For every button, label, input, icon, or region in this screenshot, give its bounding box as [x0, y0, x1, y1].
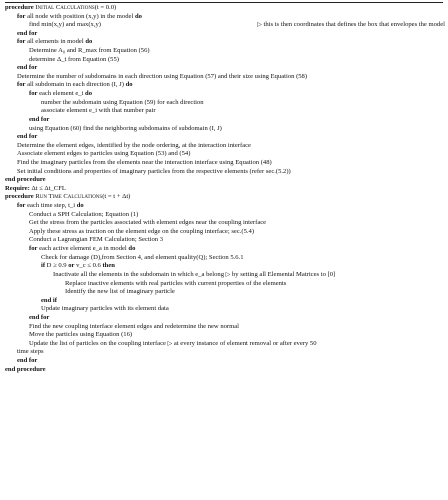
algorithm-line — [3, 90, 445, 99]
text-span: Determine the number of subdomains in each direction using Equation (57) and their size using Equation (58) — [17, 72, 308, 80]
text-span: v_c ≤ 0.6 — [74, 262, 103, 270]
algorithm-line — [3, 271, 445, 280]
keyword: for — [29, 245, 38, 253]
keyword: end for — [17, 356, 38, 364]
text-span: Δt ≤ Δt_CFL — [29, 184, 66, 192]
keyword: procedure — [5, 4, 34, 11]
algorithm-line — [3, 254, 445, 263]
text-span: Check for damage (D),from Section 4, and element quality(Q); Section 5.6.1 — [41, 253, 244, 261]
keyword: for — [17, 202, 26, 210]
algorithm-line — [3, 236, 445, 245]
algorithm-line — [3, 211, 445, 220]
algorithm-line — [3, 331, 445, 340]
algorithm-line — [3, 262, 445, 271]
algorithm-line — [3, 185, 445, 194]
text-span: Conduct a SPH Calculation; Equation (1) — [29, 210, 139, 218]
algorithm-line — [3, 193, 445, 202]
comment-triangle-icon: ▷ — [167, 340, 173, 347]
keyword: then — [102, 262, 115, 270]
algorithm-line — [3, 4, 445, 13]
algorithm-line — [3, 314, 445, 323]
text-span: Update imaginary particles with its element data — [41, 305, 169, 313]
algorithm-line — [3, 21, 445, 30]
text-span: each time step, t_i — [25, 202, 77, 210]
algorithm-line — [3, 245, 445, 254]
text-span: Find the imaginary particles from the elements near the interaction interface using Equation (48) — [17, 158, 272, 166]
algorithm-line — [3, 219, 445, 228]
keyword: end for — [17, 133, 38, 141]
keyword: end for — [17, 64, 38, 72]
algorithm-line — [3, 366, 445, 375]
keyword: end for — [29, 313, 50, 321]
keyword: procedure — [5, 193, 34, 201]
comment-triangle-icon: ▷ — [225, 271, 231, 278]
keyword: for — [17, 12, 26, 20]
keyword: end procedure — [5, 365, 46, 373]
text-span: Replace inactive elements with real particles with current properties of the elements — [65, 279, 287, 287]
text-span: Find the new coupling interface element edges and redetermine the new normal — [29, 322, 240, 330]
keyword: end for — [17, 29, 38, 37]
algorithm-line — [3, 73, 445, 82]
text-span: Associate element edges to particles using Equation (53) and (54) — [17, 150, 191, 158]
algorithm-line — [3, 56, 445, 65]
procedure-name: Run Time Calculations — [35, 193, 103, 201]
algorithm-line — [3, 297, 445, 306]
text-span: Determine A₀ and R_max from Equation (56) — [29, 47, 150, 55]
keyword: do — [134, 12, 142, 20]
text-span: all node with position (x,y) in the model — [25, 12, 135, 20]
keyword: for — [17, 38, 26, 46]
algorithm-lines — [3, 3, 445, 374]
keyword: do — [125, 81, 133, 89]
line-comment — [257, 21, 445, 30]
algorithm-line — [3, 159, 445, 168]
algorithm-line — [3, 168, 445, 177]
algorithm-line — [3, 13, 445, 22]
text-span: determine Δ_t from Equation (55) — [29, 55, 119, 63]
keyword: if — [41, 262, 46, 270]
keyword: end for — [29, 115, 50, 123]
algorithm-line — [3, 348, 445, 357]
algorithm-line — [3, 30, 445, 39]
text-span: Determine the element edges, identified by the node ordering, at the interaction interface — [17, 141, 251, 149]
algorithm-line — [3, 176, 445, 185]
algorithm-line — [3, 357, 445, 366]
text-span: by setting all Elemental Matrices to [0] — [230, 270, 336, 278]
keyword: do — [85, 38, 93, 46]
text-span: all elements in model — [25, 38, 86, 46]
algorithm-line — [3, 81, 445, 90]
comment-triangle-icon: ▷ — [257, 22, 262, 29]
text-span: time steps — [17, 348, 44, 356]
algorithm-line — [3, 99, 445, 108]
keyword: do — [85, 90, 92, 98]
text-span: at every instance of element removal or after every 50 — [172, 339, 317, 347]
text-span: each active element e_a in model — [37, 245, 129, 253]
algorithm-line — [3, 133, 445, 142]
algorithm-line — [3, 280, 445, 289]
keyword: end if — [41, 296, 57, 304]
text-span: Set initial conditions and properties of imaginary particles from the respective elements (refer sec.(5.2)) — [17, 167, 291, 175]
text-span: (t = t + Δt) — [102, 193, 131, 201]
keyword: Require: — [5, 184, 30, 192]
text-span: this is then coordinates that defines the box that envelopes the model — [261, 21, 445, 29]
algorithm-line — [3, 125, 445, 134]
text-span: Update the list of particles on the coupling interface — [29, 339, 168, 347]
text-span: (t = 0.0) — [94, 4, 117, 11]
text-span: each element e_i — [37, 90, 86, 98]
algorithm-line — [3, 64, 445, 73]
procedure-name: Initial Calculations — [35, 4, 95, 11]
text-span: find min(x,y) and max(x,y) — [29, 21, 101, 29]
algorithm-line — [3, 107, 445, 116]
text-span: Conduct a Lagrangian FEM Calculation; Section 3 — [29, 236, 164, 244]
algorithm-line — [3, 305, 445, 314]
keyword: for — [17, 81, 26, 89]
algorithm-line — [3, 228, 445, 237]
text-span: associate element e_i with that number pair — [41, 107, 156, 115]
keyword: for — [29, 90, 38, 98]
text-span: Get the stress from the particles associated with element edges near the coupling interface — [29, 219, 267, 227]
algorithm-line — [3, 150, 445, 159]
text-span: using Equation (60) find the neighboring subdomains of subdomain (I, J) — [29, 124, 222, 132]
keyword: or — [68, 262, 75, 270]
algorithm-line — [3, 142, 445, 151]
text-span: Inactivate all the elements in the subdomain in which e_a belong — [53, 270, 226, 278]
algorithm-line — [3, 38, 445, 47]
text-span: Identify the new list of imaginary particle — [65, 288, 175, 296]
text-span: all subdomain in each direction (I, J) — [25, 81, 126, 89]
keyword: do — [128, 245, 136, 253]
text-span: Move the particles using Equation (16) — [29, 331, 133, 339]
text-span: D ≥ 0.9 — [45, 262, 69, 270]
text-span: Apply these stress as traction on the element edge on the coupling interface; sec.(5.4) — [29, 227, 255, 235]
algorithm-line — [3, 288, 445, 297]
keyword: do — [76, 202, 84, 210]
algorithm-line — [3, 340, 445, 349]
algorithm-line — [3, 323, 445, 332]
algorithm-line — [3, 47, 445, 56]
keyword: end procedure — [5, 176, 46, 184]
text-span: number the subdomain using Equation (59) for each direction — [41, 98, 204, 106]
algorithm-line — [3, 116, 445, 125]
algorithm-line — [3, 202, 445, 211]
